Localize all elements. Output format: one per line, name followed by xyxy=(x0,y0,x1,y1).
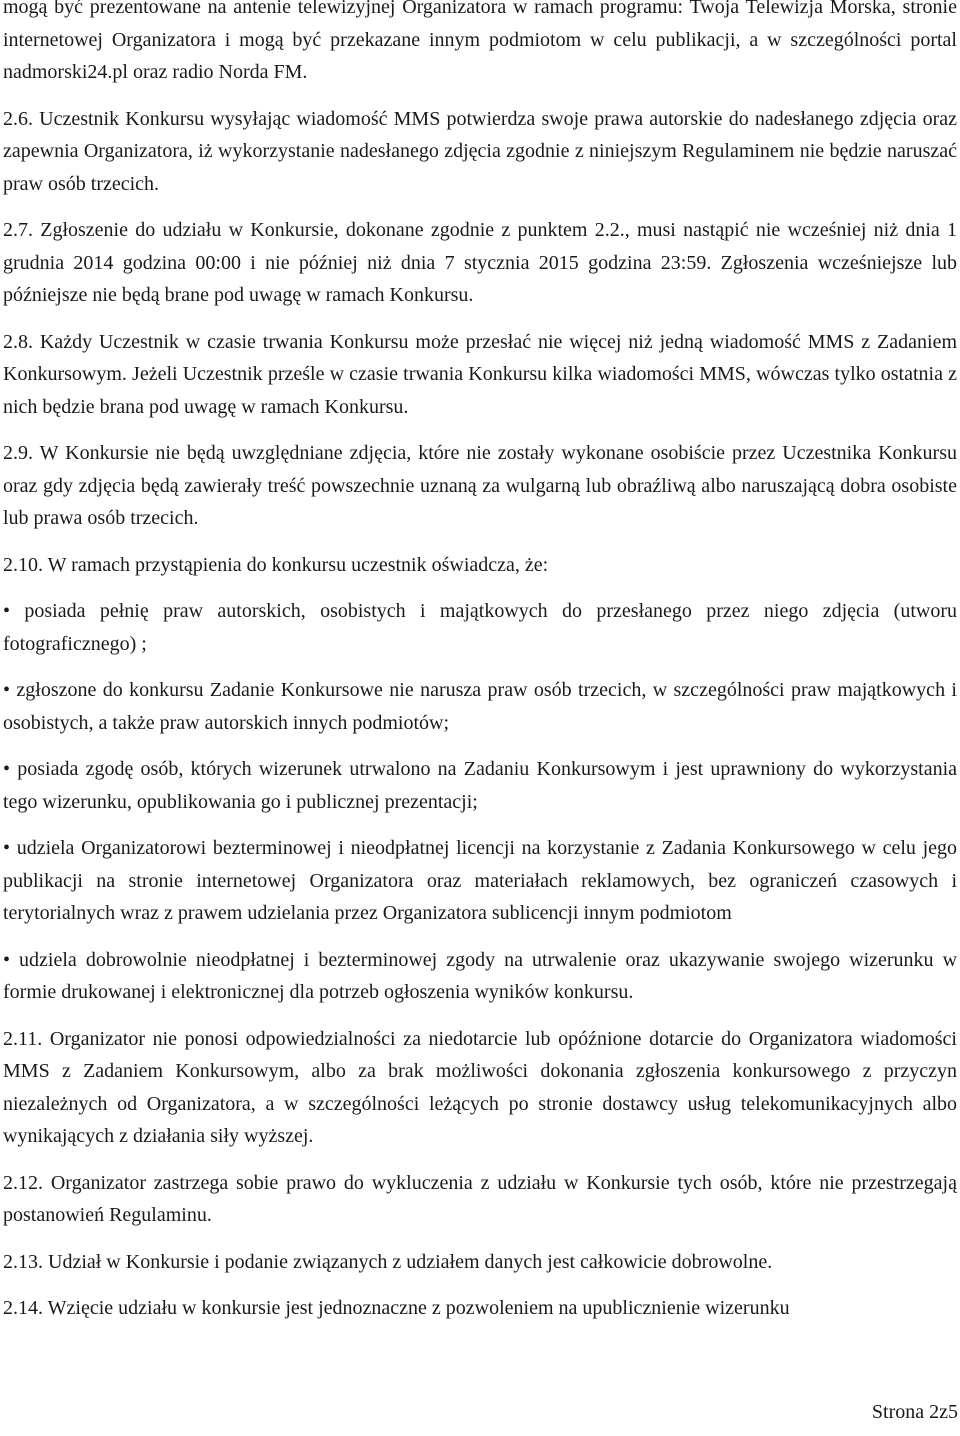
bullet-marker: • xyxy=(3,679,11,701)
list-item xyxy=(3,674,957,739)
paragraph-2-7: 2.7. Zgłoszenie do udziału w Konkursie, dokonane zgodnie z punktem 2.2., musi nastąpić nie wcześniej niż dnia 1 grudnia 2014 godzina 00:00 i nie później niż dnia 7 stycznia 2015 godzina 23:59. Zgłoszenia wcześniejsze lub późniejsze nie będą brane pod uwagę w ramach Konkursu. xyxy=(3,219,957,306)
bullet-marker: • xyxy=(3,758,11,780)
bullet-text: posiada zgodę osób, których wizerunek utrwalono na Zadaniu Konkursowym i jest uprawniony do wykorzystania tego wizerunku, opublikowania go i publicznej prezentacji; xyxy=(3,758,958,813)
paragraph-intro: mogą być prezentowane na antenie telewizyjnej Organizatora w ramach programu: Twoja Telewizja Morska, stronie internetowej Organizatora i mogą być przekazane innym podmiotom w celu publikacji, a w szczególności portal nadmorski24.pl oraz radio Norda FM. xyxy=(3,0,957,83)
bullet-text: zgłoszone do konkursu Zadanie Konkursowe nie narusza praw osób trzecich, w szczególności praw majątkowych i osobistych, a także praw autorskich innych podmiotów; xyxy=(3,679,957,734)
bullet-text: udziela dobrowolnie nieodpłatnej i bezterminowej zgody na utrwalenie oraz ukazywanie swojego wizerunku w formie drukowanej i elektronicznej dla potrzeb ogłoszenia wyników konkursu. xyxy=(3,948,958,1003)
paragraph-2-13: 2.13. Udział w Konkursie i podanie związanych z udziałem danych jest całkowicie dobrowolne. xyxy=(3,1250,773,1273)
list-item xyxy=(3,595,957,660)
paragraph-2-12: 2.12. Organizator zastrzega sobie prawo do wykluczenia z udziału w Konkursie tych osób, które nie przestrzegają postanowień Regulaminu. xyxy=(3,1171,957,1226)
list-item xyxy=(3,753,957,818)
list-item xyxy=(3,944,957,1009)
bullet-text: udziela Organizatorowi bezterminowej i nieodpłatnej licencji na korzystanie z Zadania Konkursowego w celu jego publikacji na stronie internetowej Organizatora oraz materiałach reklamowych, bez ograniczeń czasowych i terytorialnych wraz z prawem udzielania przez Organizatora sublicencji innym podmiotom xyxy=(3,837,958,924)
paragraph-2-8: 2.8. Każdy Uczestnik w czasie trwania Konkursu może przesłać nie więcej niż jedną wiadomość MMS z Zadaniem Konkursowym. Jeżeli Uczestnik prześle w czasie trwania Konkursu kilka wiadomości MMS, wówczas tylko ostatnia z nich będzie brana pod uwagę w ramach Konkursu. xyxy=(3,330,957,418)
paragraph-2-14: 2.14. Wzięcie udziału w konkursie jest jednoznaczne z pozwoleniem na upublicznienie wizerunku xyxy=(3,1297,790,1319)
paragraph-2-10: 2.10. W ramach przystąpienia do konkursu uczestnik oświadcza, że: xyxy=(3,553,549,576)
paragraph-2-11: 2.11. Organizator nie ponosi odpowiedzialności za niedotarcie lub opóźnione dotarcie do Organizatora wiadomości MMS z Zadaniem Konkursowym, albo za brak możliwości dokonania zgłoszenia konkursowego z przyczyn niezależnych od Organizatora, a w szczególności leżących po stronie dostawcy usług telekomunikacyjnych albo wynikających z działania siły wyższej. xyxy=(3,1027,957,1147)
paragraph-2-6: 2.6. Uczestnik Konkursu wysyłając wiadomość MMS potwierdza swoje prawa autorskie do nadesłanego zdjęcia oraz zapewnia Organizatora, iż wykorzystanie nadesłanego zdjęcia zgodnie z niniejszym Regulaminem nie będzie naruszać praw osób trzecich. xyxy=(3,107,957,195)
bullet-text: posiada pełnię praw autorskich, osobistych i majątkowych do przesłanego przez niego zdjęcia (utworu fotograficznego) ; xyxy=(3,600,958,655)
bullet-marker: • xyxy=(3,948,11,971)
bullet-marker: • xyxy=(3,837,11,859)
document-page xyxy=(3,0,957,1339)
bullet-marker: • xyxy=(3,600,11,622)
page-number: Strona 2z5 xyxy=(871,1401,958,1423)
paragraph-2-9: 2.9. W Konkursie nie będą uwzględniane zdjęcia, które nie zostały wykonane osobiście przez Uczestnika Konkursu oraz gdy zdjęcia będą zawierały treść powszechnie uznaną za wulgarną lub obraźliwą albo naruszającą dobra osobiste lub prawa osób trzecich. xyxy=(3,442,957,529)
list-item xyxy=(3,832,957,930)
